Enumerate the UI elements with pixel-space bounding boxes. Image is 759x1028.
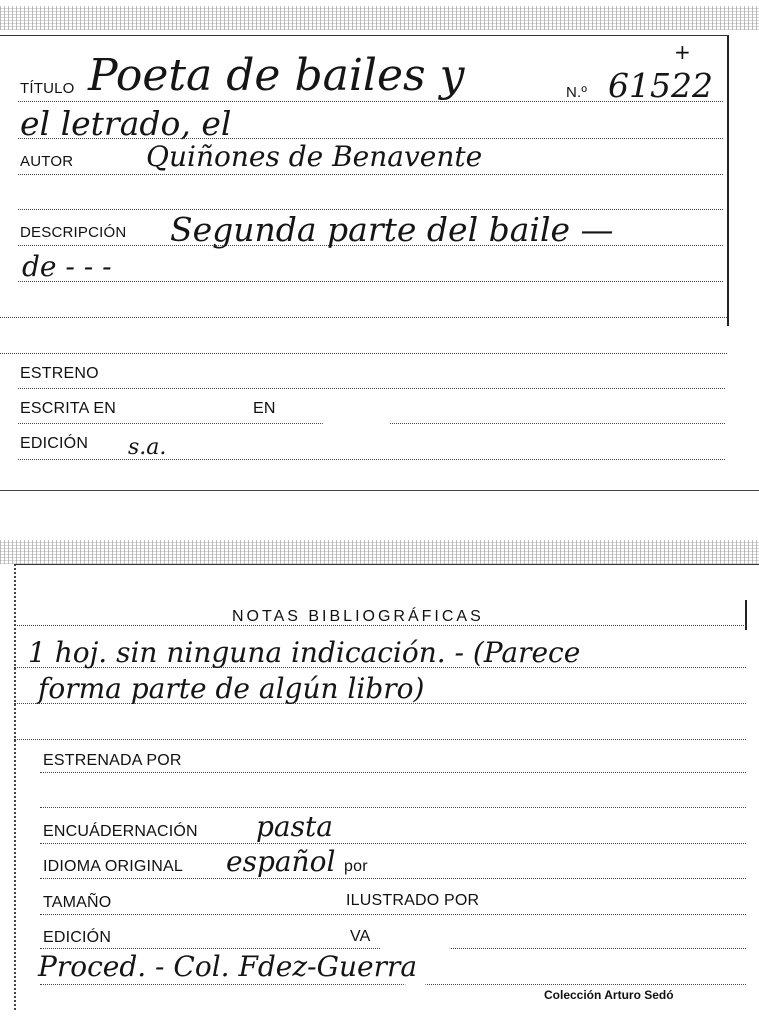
titulo-value: Poeta de bailes y: [88, 50, 465, 101]
rule-descripcion-cont: [18, 281, 723, 282]
idioma-label: IDIOMA ORIGINAL: [43, 858, 183, 875]
ilustrado-label: ILUSTRADO POR: [346, 892, 480, 909]
rule-tamano: [40, 914, 746, 915]
notas-line-1: 1 hoj. sin ninguna indicación. - (Parece: [28, 636, 581, 669]
rule-spacer-2: [0, 353, 727, 354]
rule-edicion: [18, 459, 725, 460]
edicion-label-bottom: EDICIÓN: [43, 929, 112, 946]
scan-noise-top: [0, 6, 759, 30]
catalog-card-bottom: [0, 540, 759, 1028]
card-border-right: [727, 36, 729, 326]
rule-proced: [40, 984, 746, 985]
titulo-label: TÍTULO: [20, 80, 75, 97]
descripcion-value-cont: de - - -: [22, 250, 112, 283]
rule-descripcion-end: [0, 317, 727, 318]
por-label: por: [344, 858, 368, 875]
edicion-value: s.a.: [128, 435, 167, 460]
rule-idioma: [40, 878, 746, 879]
rule-estrenada-2: [40, 807, 746, 808]
autor-value: Quiñones de Benavente: [146, 140, 483, 173]
rule-autor: [18, 174, 723, 175]
collection-footer: Colección Arturo Sedó: [544, 988, 674, 1002]
numero-value: 61522: [608, 66, 713, 105]
rule-notas-3: [14, 739, 746, 740]
numero-mark: +: [674, 40, 691, 64]
card-bottom-edge: [0, 490, 759, 491]
descripcion-value: Segunda parte del baile —: [170, 210, 614, 249]
encuadernacion-label: ENCUÁDERNACIÓN: [43, 823, 198, 840]
va-label: VA: [350, 928, 371, 945]
en-label: EN: [253, 400, 276, 417]
rule-encuadernacion: [40, 843, 746, 844]
catalog-card-top: [0, 0, 759, 492]
numero-label: N.º: [566, 84, 588, 101]
card-border-left: [14, 564, 17, 1010]
scan-blot: [322, 392, 390, 444]
card-top-edge-bottom: [14, 564, 759, 565]
estreno-label: ESTRENO: [20, 365, 99, 382]
descripcion-label: DESCRIPCIÓN: [20, 224, 127, 241]
rule-estreno: [18, 388, 725, 389]
proced-value: Proced. - Col. Fdez-Guerra: [38, 950, 418, 983]
card-top-edge: [0, 35, 729, 36]
estrenada-label: ESTRENADA POR: [43, 752, 182, 769]
rule-notas-top: [14, 625, 746, 626]
encuadernacion-value: pasta: [256, 810, 333, 843]
scan-noise-bottom: [0, 540, 759, 564]
edicion-label: EDICIÓN: [20, 435, 89, 452]
notas-line-2: forma parte de algún libro): [38, 672, 425, 705]
idioma-value: español: [226, 845, 336, 878]
escrita-label: ESCRITA EN: [20, 400, 116, 417]
autor-label: AUTOR: [20, 153, 74, 170]
tamano-label: TAMAÑO: [43, 894, 112, 911]
rule-estrenada: [40, 772, 746, 773]
titulo-value-cont: el letrado, el: [20, 104, 232, 143]
notas-title: NOTAS BIBLIOGRÁFICAS: [232, 608, 484, 625]
